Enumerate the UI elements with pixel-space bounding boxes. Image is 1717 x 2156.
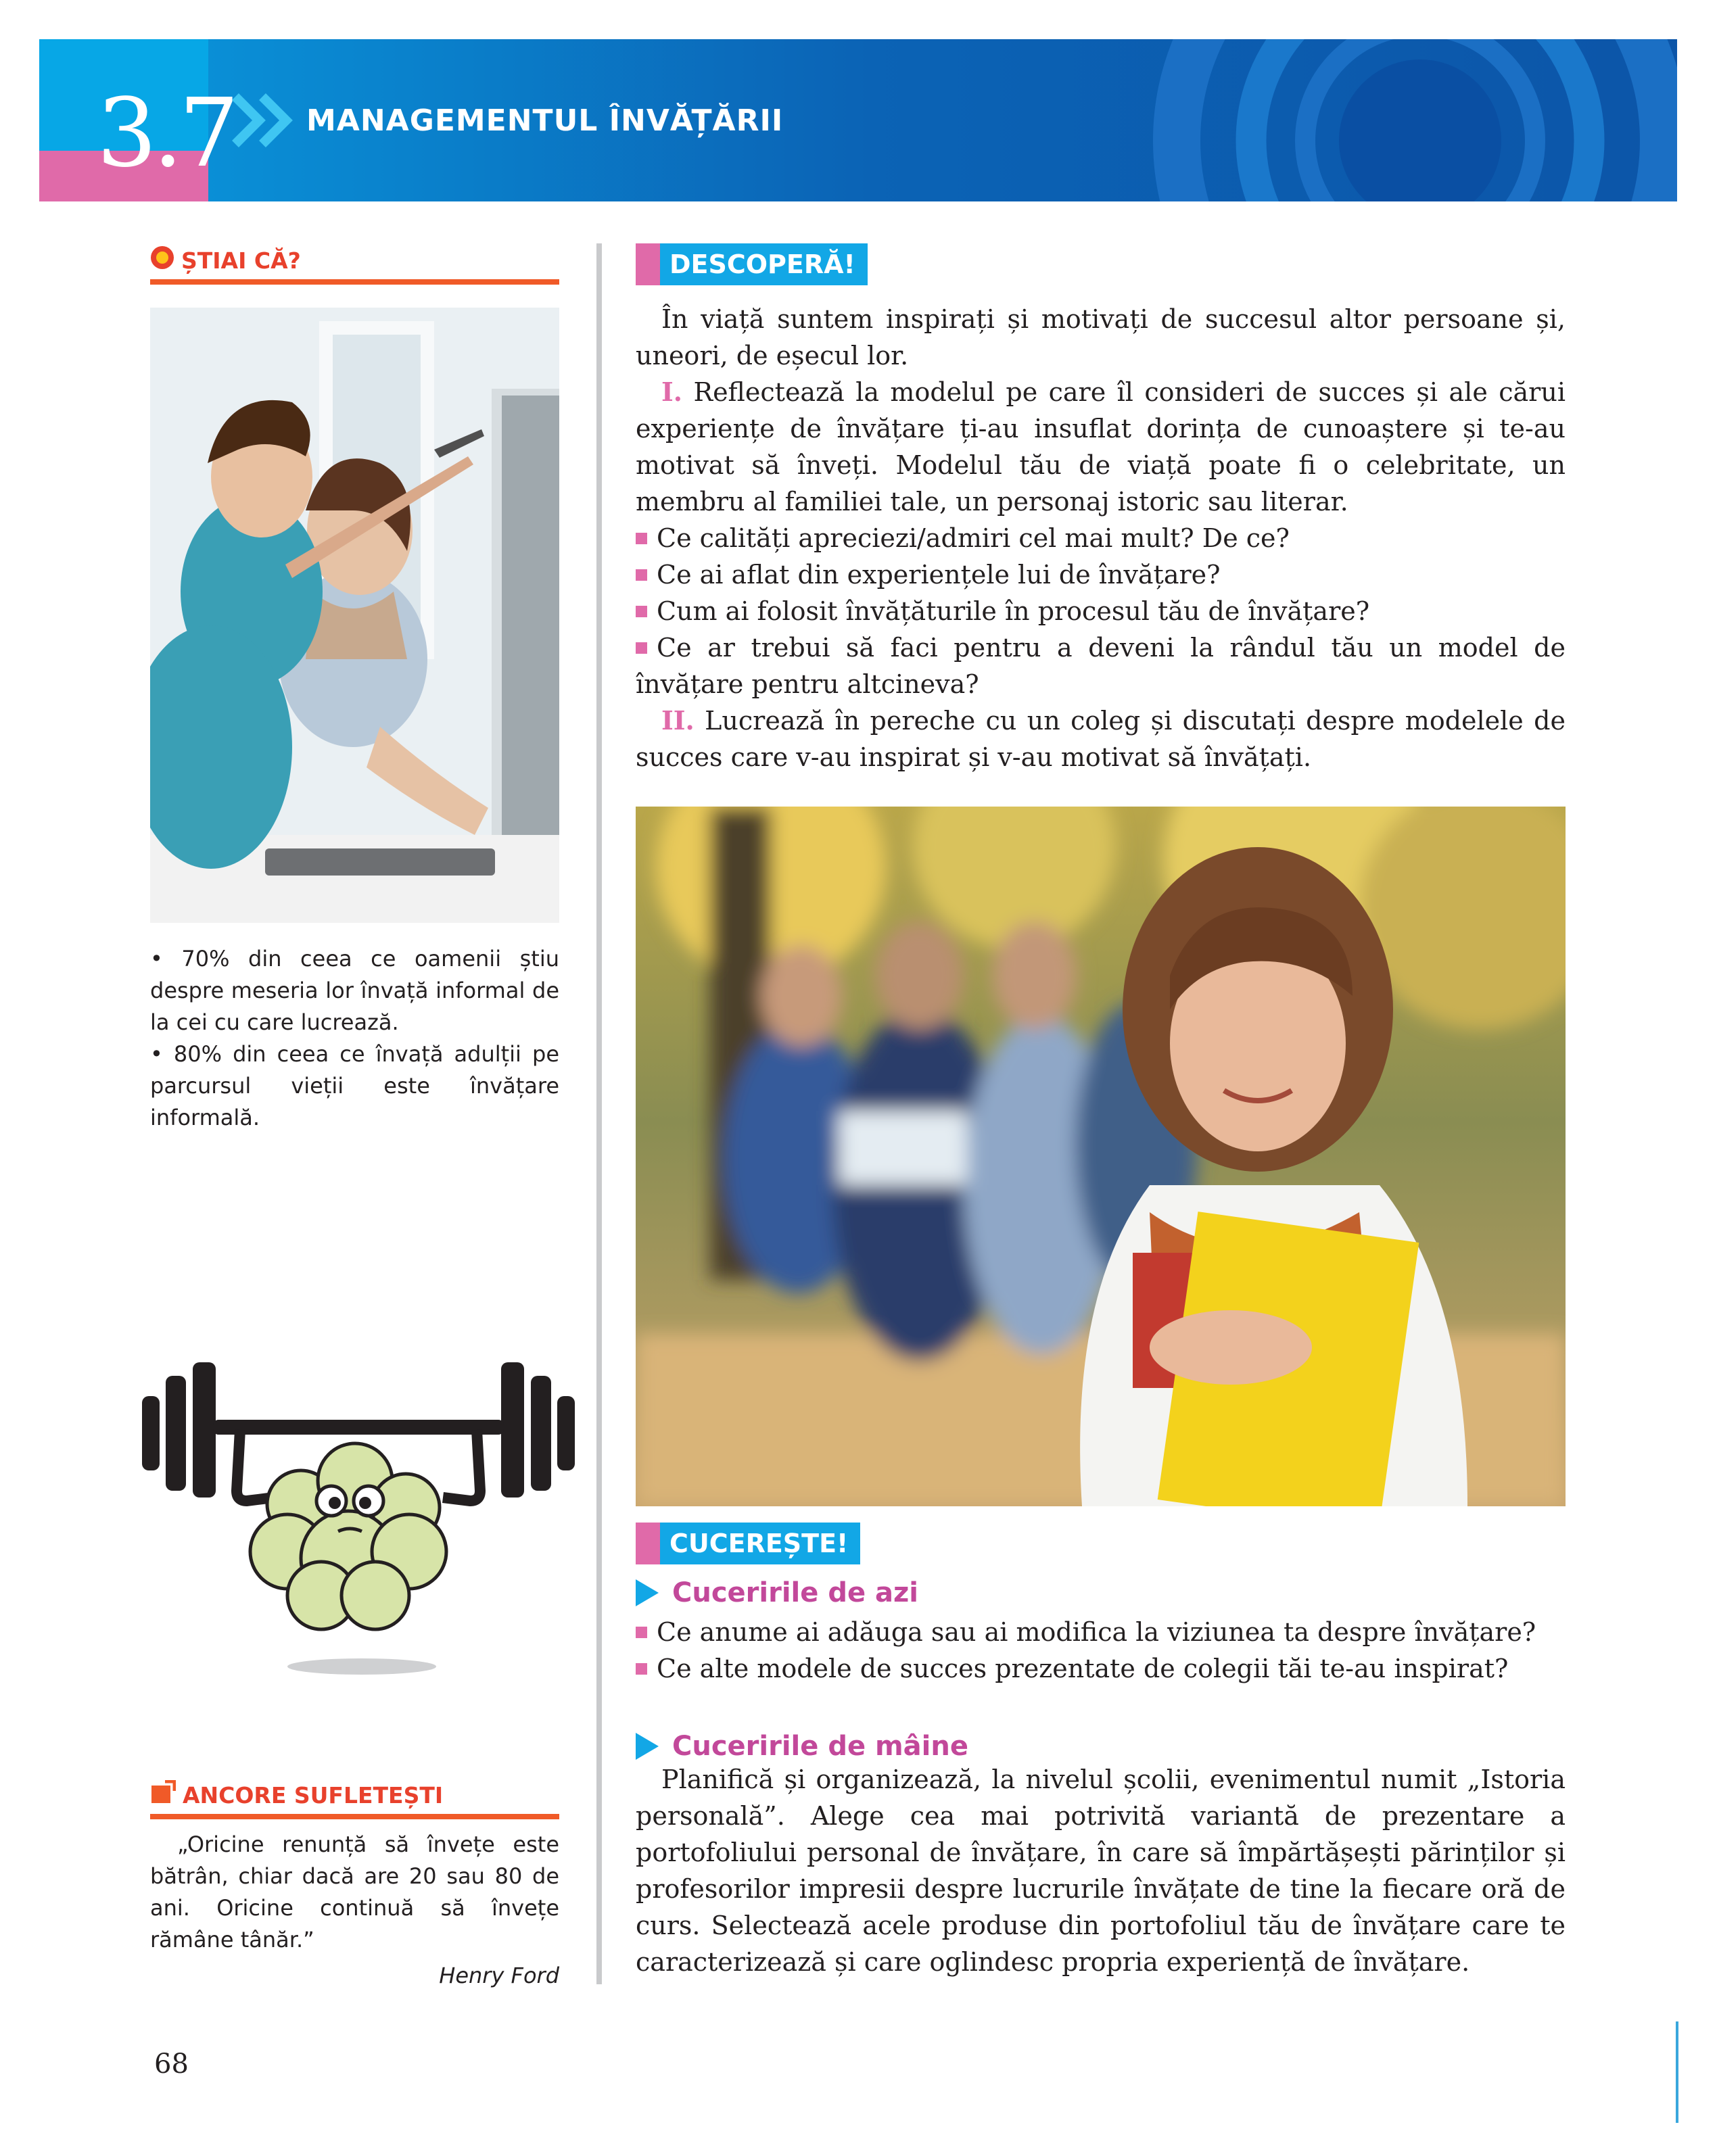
- discover-tag: [636, 243, 868, 285]
- pink-bullet-icon: [636, 569, 647, 581]
- conquer-tag: [636, 1523, 860, 1564]
- task-one-text: Reflectează la modelul pe care îl consideri de succes și ale cărui experiențe de învățare ți-au insuflat dorința de cunoaștere și te-au motivat să înveți. Modelul tău de viață poate fi o celebritate, un membru al familiei tale, un personaj istoric sau literar.: [636, 377, 1566, 517]
- blue-triangle-icon: [636, 1579, 659, 1606]
- anchor-badge-icon: [150, 1780, 176, 1810]
- today-heading: [636, 1577, 918, 1608]
- section-title: MANAGEMENTUL ÎNVĂȚĂRII: [306, 103, 784, 138]
- today-item: Ce anume ai adăuga sau ai modifica la viziunea ta despre învățare?: [636, 1614, 1566, 1650]
- soul-anchors-rule: [150, 1814, 559, 1819]
- task-two: [636, 702, 1566, 775]
- today-list: [636, 1614, 1566, 1687]
- pink-bullet-icon: [636, 606, 647, 617]
- discover-text: [636, 301, 1566, 775]
- soul-anchors-heading: [150, 1781, 443, 1808]
- header-rings-decoration: [933, 39, 1677, 201]
- blue-triangle-icon: [636, 1733, 659, 1760]
- task-two-number: II.: [661, 705, 695, 736]
- fact-item: • 80% din ceea ce învață adulții pe parcursul vieții este învățare informală.: [150, 1041, 559, 1130]
- students-at-computer-photo: [150, 308, 559, 923]
- question-item: Ce ar trebui să faci pentru a deveni la rândul tău un model de învățare pentru altcineva?: [636, 633, 1566, 699]
- section-header: [39, 39, 1677, 201]
- discover-intro: În viață suntem inspirați și motivați de succesul altor persoane și, uneori, de eșecul lor.: [636, 304, 1566, 370]
- facts-list: [150, 943, 559, 1134]
- task-one-number: I.: [661, 377, 683, 407]
- question-item: Cum ai folosit învățăturile în procesul tău de învățare?: [636, 593, 1566, 629]
- quote-author: Henry Ford: [439, 1963, 559, 1988]
- quote-text: „Oricine renunță să învețe este bătrân, chiar dacă are 20 sau 80 de ani. Oricine continuă să învețe rămâne tânăr.”: [150, 1831, 559, 1953]
- discover-tag-label: DESCOPERĂ!: [660, 243, 868, 285]
- tomorrow-title: Cuceririle de mâine: [672, 1731, 968, 1762]
- pink-bullet-icon: [636, 1663, 647, 1675]
- did-you-know-title: ȘTIAI CĂ?: [181, 247, 301, 274]
- conquer-tag-label: CUCEREȘTE!: [660, 1523, 860, 1564]
- tomorrow-text: Planifică și organizează, la nivelul școlii, evenimentul numit „Istoria personală”. Alege cea mai potrivită variantă de prezentare a portofoliului personal de învățare, în care să împărtășești părinților și profesorilor impresii despre lucrurile învățate de tine la fiecare oră de curs. Selectează acele produse din portofoliul tău de învățare care te caracterizează și care oglindesc propria experiență de învățare.: [636, 1765, 1566, 1977]
- soul-anchors-title: ANCORE SUFLETEȘTI: [183, 1781, 444, 1808]
- pink-bullet-icon: [636, 1627, 647, 1638]
- question-item: Ce calități apreciezi/admiri cel mai mult? De ce?: [636, 520, 1566, 556]
- task-one: [636, 374, 1566, 520]
- did-you-know-rule: [150, 279, 559, 285]
- double-chevron-icon: [232, 93, 300, 147]
- did-you-know-heading: [150, 247, 301, 274]
- brain-lifting-barbell-illustration: [139, 1335, 578, 1680]
- page-edge-line: [1676, 2021, 1678, 2123]
- fact-item: • 70% din ceea ce oamenii știu despre meseria lor învață informal de la cei cu care lucrează.: [150, 946, 559, 1035]
- today-title: Cuceririle de azi: [672, 1577, 918, 1608]
- column-divider: [596, 243, 602, 1984]
- pink-bullet-icon: [636, 642, 647, 654]
- tomorrow-heading: [636, 1731, 968, 1762]
- lightbulb-badge-icon: [150, 245, 174, 275]
- quote-block: [150, 1829, 559, 1992]
- today-item: Ce alte modele de succes prezentate de colegii tăi te-au inspirat?: [636, 1650, 1566, 1687]
- page-number: 68: [154, 2049, 189, 2080]
- tomorrow-text-block: [636, 1761, 1566, 1980]
- pink-bullet-icon: [636, 533, 647, 544]
- question-item: Ce ai aflat din experiențele lui de învățare?: [636, 556, 1566, 593]
- task-two-text: Lucrează în pereche cu un coleg și discutați despre modelele de succes care v-au inspirat și v-au motivat să învățați.: [636, 706, 1566, 772]
- smiling-student-photo: [636, 807, 1566, 1506]
- section-number: 3.7: [97, 78, 235, 189]
